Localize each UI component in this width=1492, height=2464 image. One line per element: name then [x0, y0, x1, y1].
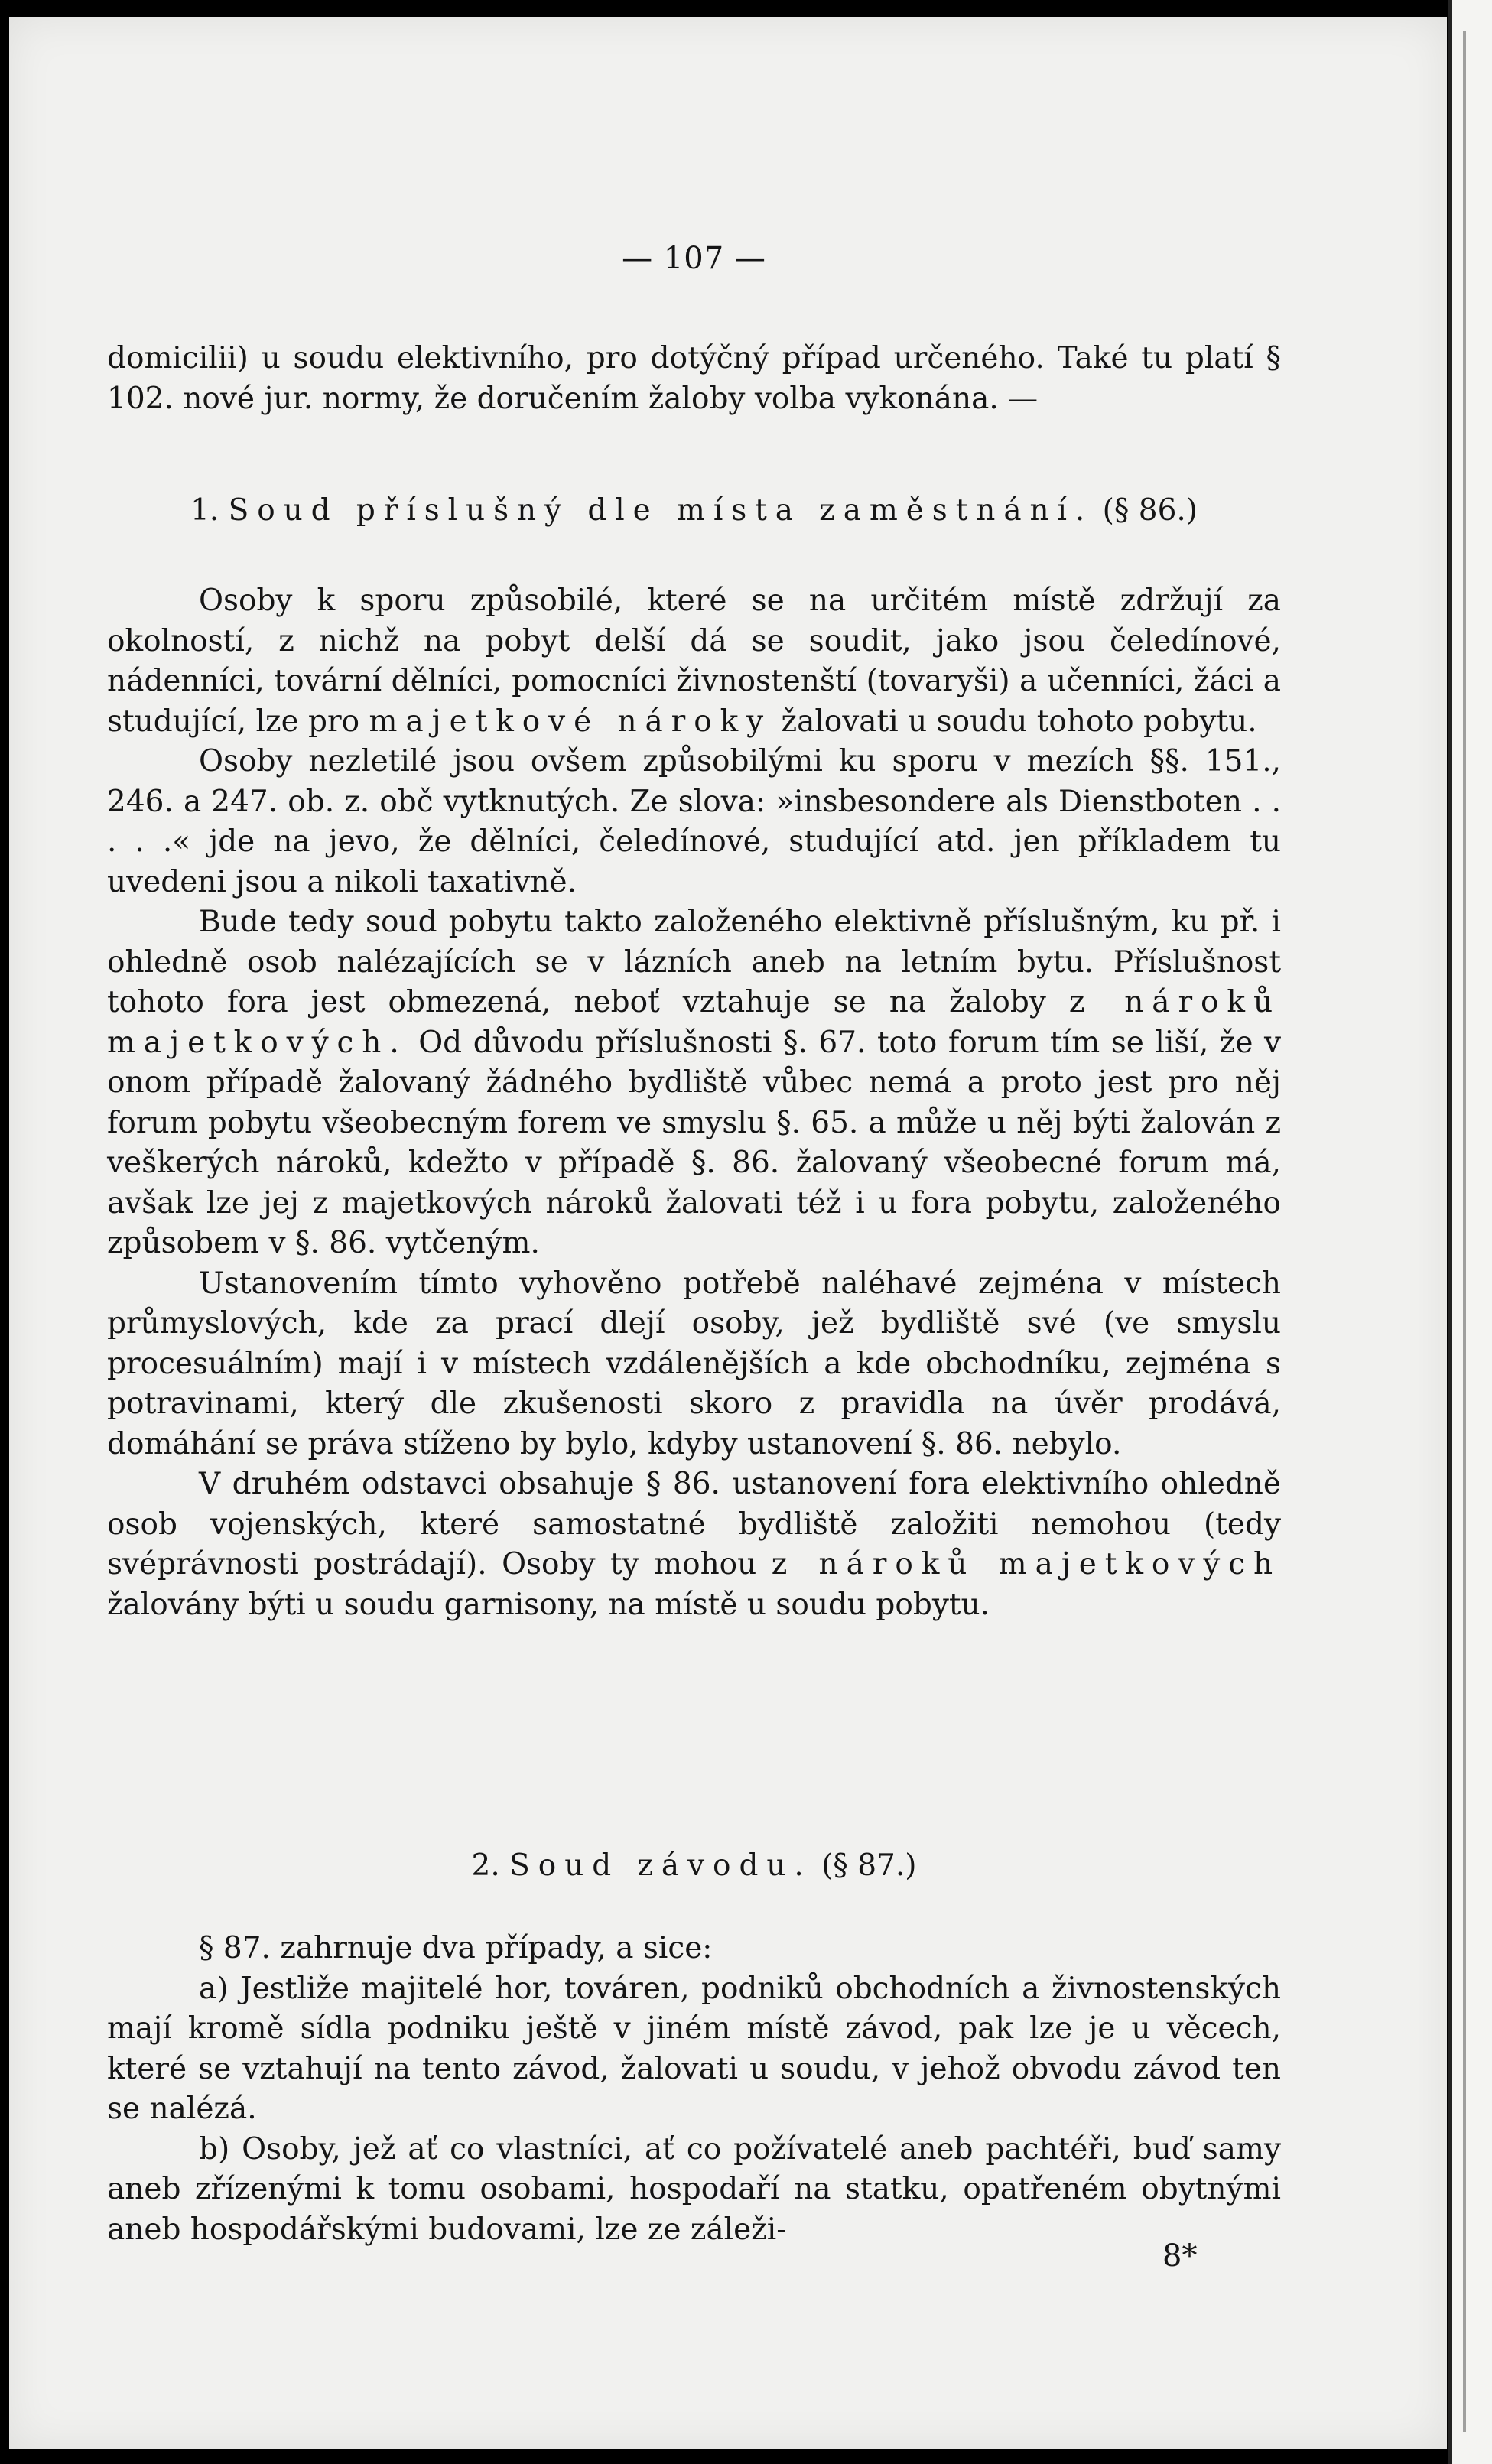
section-2-body [107, 1929, 1281, 2250]
page-number: — 107 — [622, 241, 766, 276]
section-1-paragraph-4: Ustanovením tímto vyhověno potřebě naléhavé zejména v místech průmyslových, kde za prací dlejí osoby, jež bydliště své (ve smyslu procesuálním) mají i v místech vzdálenějších a kde obchodníku, zejména s potravinami, který dle zkušenosti skoro z pravidla na úvěr prodává, domáhání se práva stíženo by bylo, kdyby ustanovení §. 86. nebylo. [107, 1266, 1281, 1461]
section-2 [107, 1846, 1281, 1887]
paragraph-text: V druhém odstavci obsahuje § 86. ustanovení fora elektivního ohledně osob vojenských, které samostatné bydliště založiti nemohou (tedy svéprávnosti postrádají). Osoby ty mohou [107, 1467, 1281, 1581]
section-1 [107, 491, 1281, 531]
page-edge-line [1463, 31, 1466, 2432]
paragraph-text: žalovati u soudu tohoto pobytu. [772, 704, 1257, 739]
section-2-number: 2. [471, 1848, 500, 1883]
paragraph-text: Od důvodu příslušnosti §. 67. toto forum tím se liší, že v onom případě žalovaný žádného bydliště vůbec nemá a proto jest pro něj forum pobytu všeobecným forem ve smyslu §. 65. a může u něj býti žalován z veškerých nároků, kdežto v případě §. 86. žalovaný všeobecné forum má, avšak lze jej z majetkových nároků žalovati též i u fora pobytu, založeného způsobem v §. 86. vytčeným. [107, 1025, 1281, 1260]
book-page [9, 17, 1447, 2449]
section-2-reference: (§ 87.) [821, 1848, 917, 1883]
section-1-reference: (§ 86.) [1102, 493, 1198, 528]
continuation-block [107, 339, 1281, 419]
paragraph-text: žalovány býti u soudu garnisony, na místě u soudu pobytu. [107, 1587, 990, 1622]
section-1-number: 1. [190, 493, 219, 528]
emphasis-text: z nároků majetkových [771, 1547, 1282, 1581]
section-1-heading [107, 491, 1281, 531]
section-1-paragraph-3 [107, 902, 1281, 1264]
emphasis-text: majetkové nároky [369, 704, 772, 739]
section-1-title: Soud příslušný dle místa zaměstnání. [228, 493, 1094, 528]
section-2-paragraph-3: b) Osoby, jež ať co vlastníci, ať co požívatelé aneb pachtéři, buď samy aneb zřízenými k tomu osobami, hospodaří na statku, opatřeném obytnými aneb hospodářskými budovami, lze ze záleži- [107, 2131, 1281, 2247]
continuation-paragraph: domicilii) u soudu elektivního, pro dotýčný případ určeného. Také tu platí § 102. nové jur. normy, že doručením žaloby volba vykonána. — [107, 341, 1281, 416]
signature-mark: 8* [1162, 2238, 1198, 2274]
section-2-paragraph-2: a) Jestliže majitelé hor, továren, podniků obchodních a živnostenských mají kromě sídla podniku ještě v jiném místě závod, pak lze je u věcech, které se vztahují na tento závod, žalovati u soudu, v jehož obvodu závod ten se nalézá. [107, 1971, 1281, 2126]
section-1-paragraph-1 [107, 581, 1281, 742]
section-1-paragraph-5 [107, 1464, 1281, 1625]
paragraph-text: Bude tedy soud pobytu takto založeného elektivně příslušným, ku př. i ohledně osob nalézajících se v lázních aneb na letním bytu. Příslušnost tohoto fora jest obmezená, neboť vztahuje se na žaloby [107, 905, 1281, 1019]
section-1-body [107, 581, 1281, 1625]
section-1-paragraph-2: Osoby nezletilé jsou ovšem způsobilými ku sporu v mezích §§. 151., 246. a 247. ob. z. obč vytknutých. Ze slova: »insbesondere als Dienstboten . . . . .« jde na jevo, že dělníci, čeledínové, studující atd. jen příkladem tu uvedeni jsou a nikoli taxativně. [107, 744, 1281, 899]
page-edge [1448, 0, 1492, 2464]
emphasis-text: z nároků majetkových. [107, 985, 1282, 1060]
section-2-paragraph-1: § 87. zahrnuje dva případy, a sice: [199, 1931, 713, 1965]
section-2-heading [107, 1846, 1281, 1887]
section-2-title: Soud závodu. [509, 1848, 812, 1883]
paragraph-text: Osoby k sporu způsobilé, které se na určitém místě zdržují za okolností, z nichž na pobyt delší dá se soudit, jako jsou čeledínové, nádenníci, tovární dělníci, pomocníci živnostenští (tovaryši) a učenníci, žáci a studující, lze pro [107, 583, 1281, 739]
